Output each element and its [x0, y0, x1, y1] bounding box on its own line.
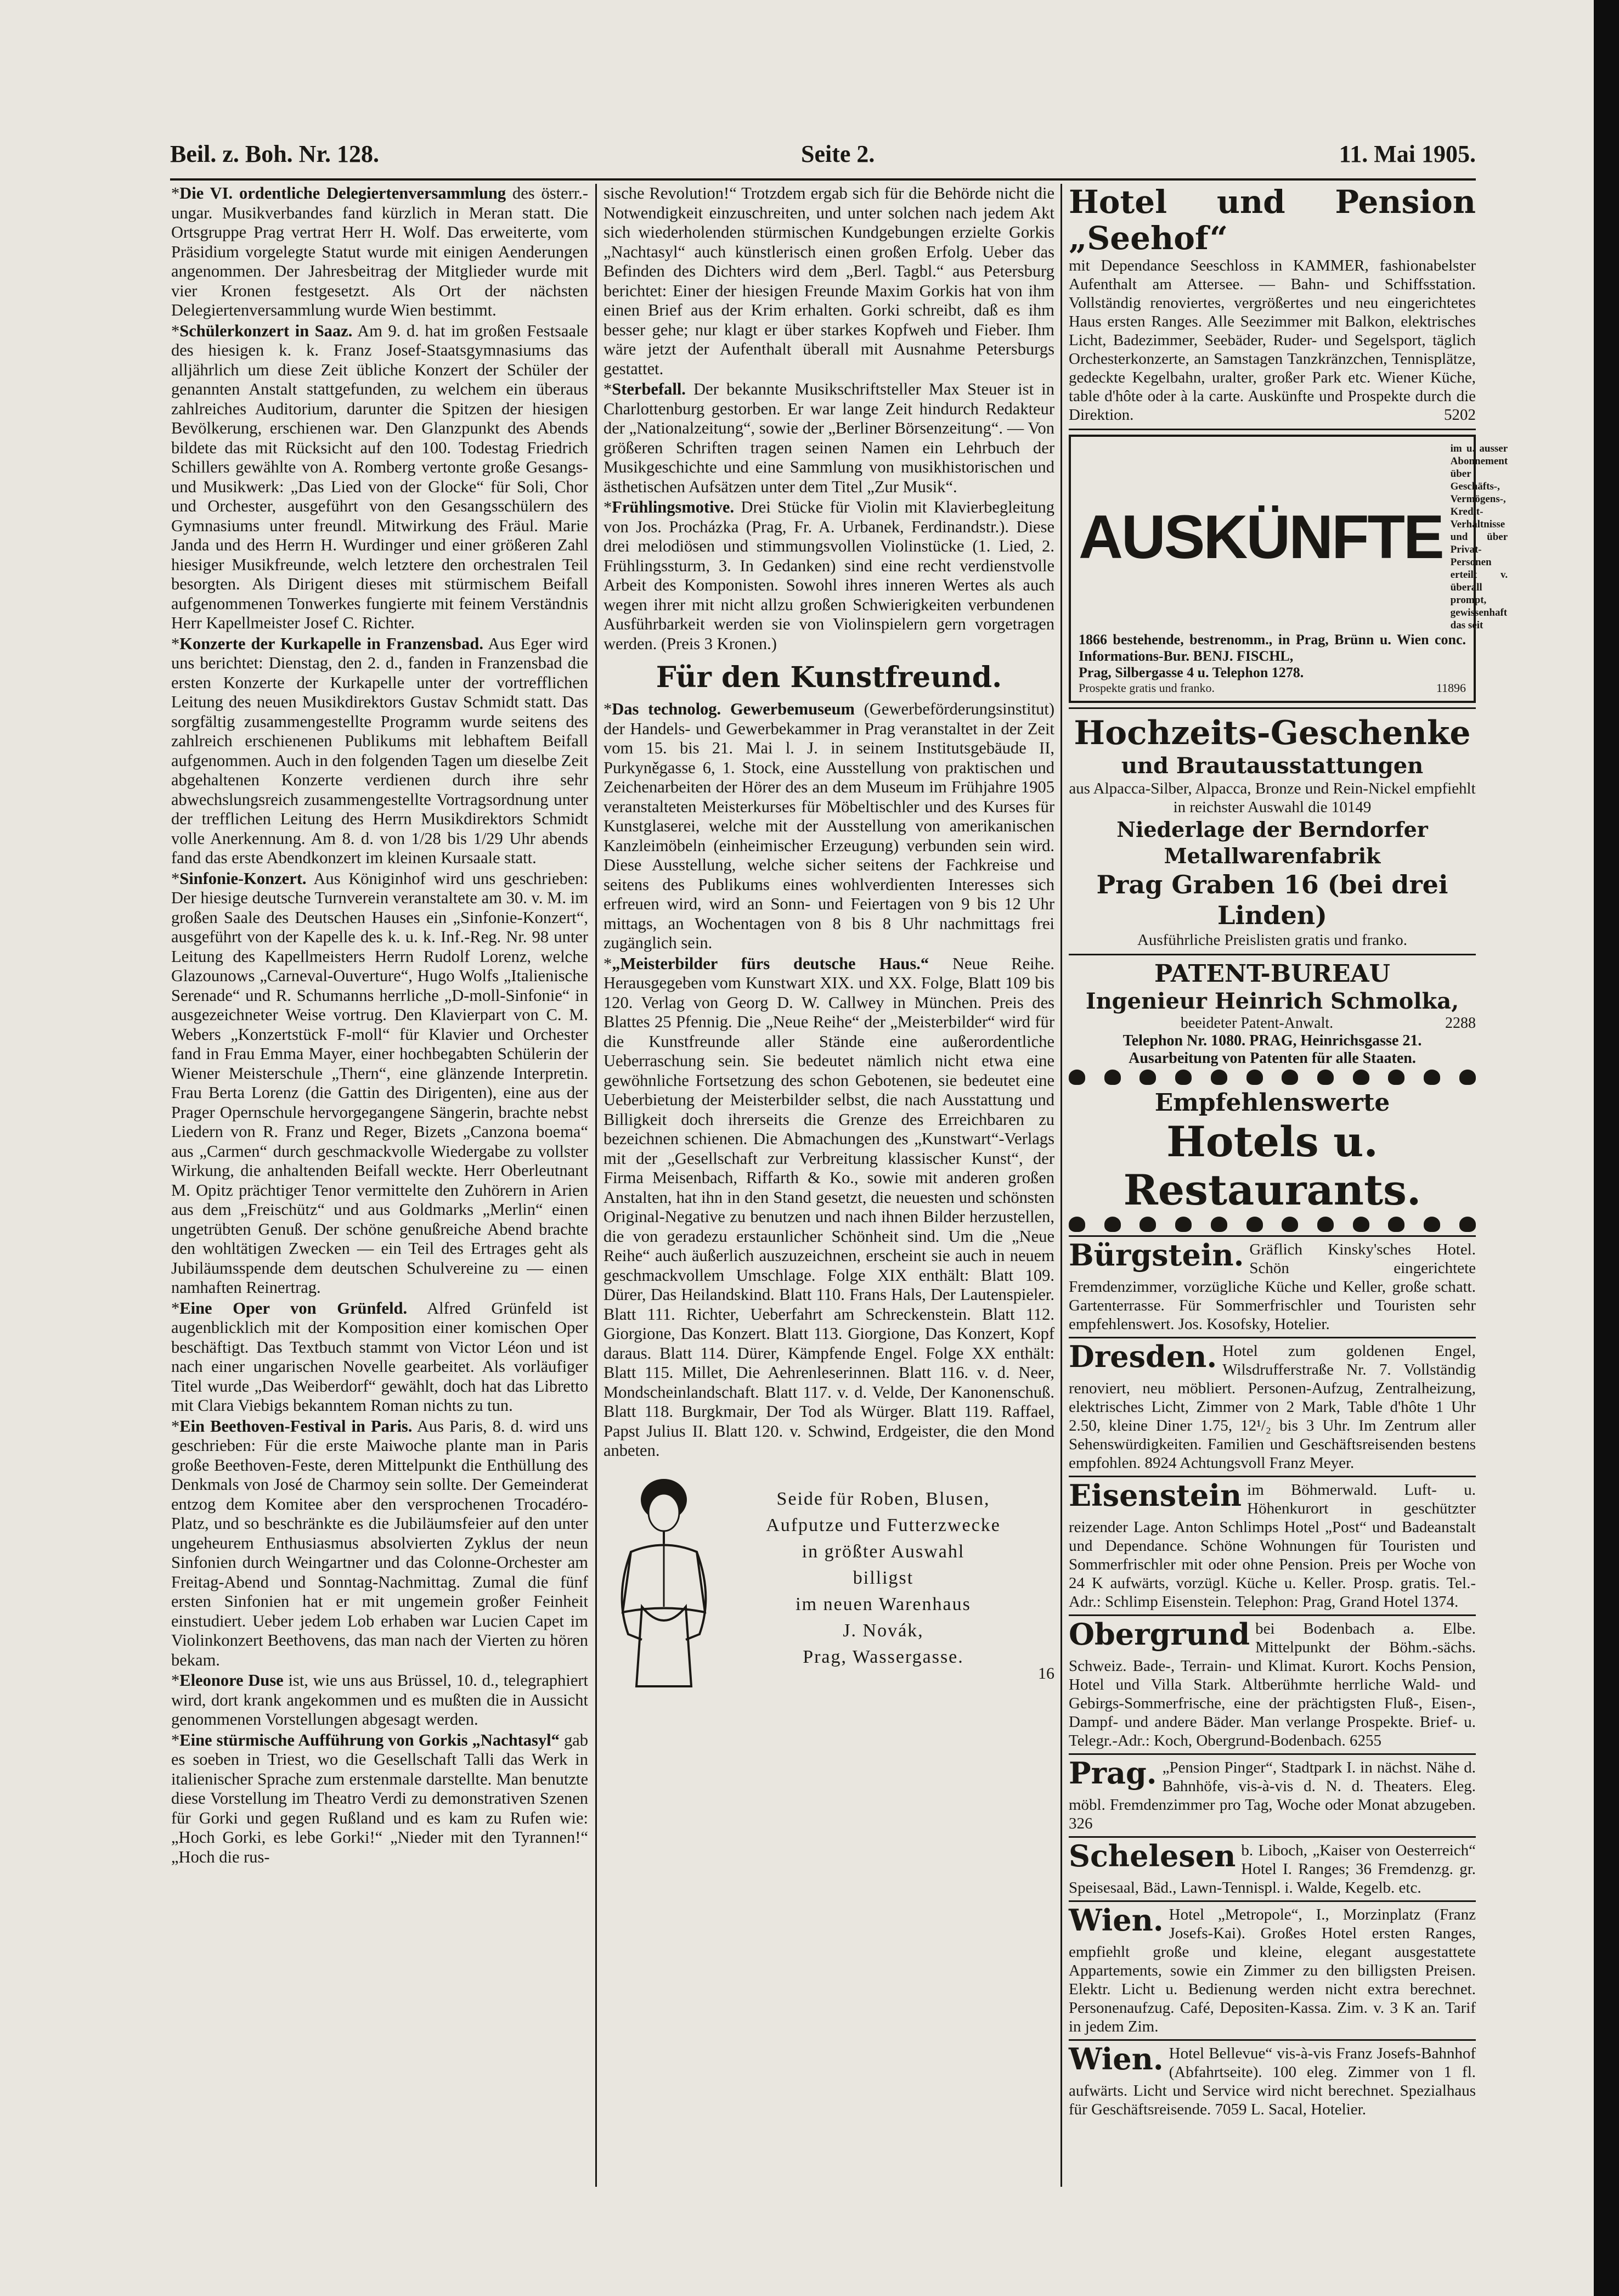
silk-ad-line: in größter Auswahl: [802, 1541, 965, 1562]
divider: [1069, 429, 1476, 430]
silk-ad-line: Aufputze und Futterzwecke: [766, 1515, 1001, 1535]
hotel-city: Dresden.: [1069, 1339, 1217, 1374]
article-title: Die VI. ordentliche Delegiertenversammlung: [179, 184, 506, 202]
hotel-city: Wien.: [1069, 1903, 1164, 1938]
hotel-text: „Pension Pinger“, Stadtpark I. in nächst. Nähe d. Bahnhöfe, vis-à-vis d. N. d. Theaters. Eleg. möbl. Fremdenzimmer pro Tag, Woche oder Monat abzugeben. 326: [1069, 1759, 1476, 1832]
article-body: Alfred Grünfeld ist augenblicklich mit der Komposition einer komischen Oper beschäftigt. Das Textbuch stammt von Victor Léon und ist nach einer ungarischen Novelle gearbeitet. Als vorläufiger Titel wurde „Das Weiberdorf“ gewählt, doch hat das Libretto mit Clara Viebigs bekanntem Roman nichts zu tun.: [171, 1298, 588, 1415]
column-1: [171, 184, 588, 1868]
header-issue: Beil. z. Boh. Nr. 128.: [170, 140, 379, 167]
hotel-city: Prag.: [1069, 1755, 1157, 1791]
tulip-ornament-icon: [1459, 1217, 1476, 1232]
ornament-row: [1069, 1217, 1476, 1233]
tulip-ornament-icon: [1424, 1217, 1440, 1232]
tulip-ornament-icon: [1353, 1217, 1369, 1232]
ad-address: Prag Graben 16 (bei drei Linden): [1096, 870, 1448, 930]
ad-hochzeit: [1069, 713, 1476, 949]
hotel-city: Obergrund: [1069, 1617, 1250, 1652]
hotel-text: im Böhmerwald. Luft- u. Höhenkurort in geschützter reizender Lage. Anton Schlimps Hotel „Post“ und Badeanstalt und Dependance. Schöne Wohnungen für Touristen und Sommerfrischler mit oder ohne Pension. Preis per Woche von 24 K aufwärts, vorzügl. Küche u. Keller. Prosp. gratis. Tel.-Adr.: Schlimp Eisenstein. Telephon: Prag, Grand Hotel 1374.: [1069, 1481, 1476, 1611]
hotel-text: Gräflich Kinsky'sches Hotel. Schön eingerichtete Fremdenzimmer, vorzügliche Küche und Keller, große schatt. Gartenterrasse. Für Sommerfrischler und Touristen sehr empfehlenswert. Jos. Kosofsky, Hotelier.: [1069, 1241, 1476, 1333]
article-delegierten: *Die VI. ordentliche Delegiertenversammlung des österr.-ungar. Musikverbandes fand kürzlich in Meran statt. Die Ortsgruppe Prag vertrat Herr H. Wolf. Das erweiterte, vom Präsidium vorgelegte Statut wurde mit einigen Aenderungen angenommen. Der Jahresbeitrag der Mitglieder wurde mit vier Kronen festgesetzt. Als Ort der nächsten Delegiertenversammlung wurde Wien bestimmt.: [171, 184, 588, 319]
hotel-entry: [1069, 1614, 1476, 1753]
article-body: Neue Reihe. Herausgegeben vom Kunstwart XIX. und XX. Folge, Blatt 109 bis 120. Verlag von Georg D. W. Callwey in München. Preis des Blattes 25 Pfennig. Die „Neue Reihe“ der „Meisterbilder“ wird für die Kunstfreunde aller Stände eine außerordentliche Ueberraschung sein. Sie bedeutet nämlich nicht etwa eine gewöhnliche Fortsetzung des schon Gebotenen, sie bedeutet eine Ueberbietung der Meisterbilder selbst, die nach Ausstattung und Billigkeit doch ihrerseits die Grenze des Erreichbaren zu bezeichnen schienen. Die Abmachungen des „Kunstwart“-Verlags mit der „Gesellschaft zur Verbreitung klassischer Kunst“, der Firma Meisenbach, Riffarth & Ko., sowie mit anderen großen Anstalten, hat ihn in den Stand gesetzt, die neuesten und schönsten Original-Negative zu benutzen und nach ihnen Bilder herzustellen, die von geradezu erstaunlicher Schönheit sind. Um die „Neue Reihe“ auch äußerlich auszuzeichnen, erscheint sie auch in neuem geschmackvollem Umschlage. Folge XIX enthält: Blatt 109. Dürer, Das Heilandskind. Blatt 110. Frans Hals, Der Lautenspieler. Blatt 111. Richter, Ueberfahrt am Schreckenstein. Blatt 112. Giorgione, Das Konzert. Blatt 113. Giorgione, Das Konzert, Kopf daraus. Blatt 114. Dürer, Kämpfende Engel. Folge XX enthält: Blatt 115. Millet, Die Aehrenleserinnen. Blatt 116. v. d. Neer, Mondscheinlandschaft. Blatt 117. v. d. Velde, Der Kanonenschuß. Blatt 118. Burgkmair, Der Tod als Würger. Blatt 119. Raffael, Papst Julius II. Blatt 120. v. Schwind, Erdgeister, die den Mond anbeten.: [603, 954, 1055, 1460]
article-body: Am 9. d. hat im großen Festsaale des hiesigen k. k. Franz Josef-Staatsgymnasiums das alljährlich um diese Zeit übliche Konzert der Schüler der genannten Anstalt stattgefunden, zu welchem ein überaus zahlreiches Auditorium, darunter die Spitzen der hiesigen Bevölkerung, erschienen war. Den Glanzpunkt des Abends bildete das mit Rücksicht auf den 100. Todestag Friedrich Schillers gewählte von A. Romberg vertonte große Gesangs- und Musikwerk: „Das Lied von der Glocke“ für Soli, Chor und Orchester, ausgeführt von den Gesangsschülern des Gymnasiums unter freundl. Mitwirkung des Fräul. Marie Janda und des Herrn H. Wurdinger und einer größeren Zahl hiesiger Musikfreunde, welch letztere den orchestralen Teil besorgten. Als Dirigent dieses mit stürmischem Beifall aufgenommenen Tonwerkes fungierte mit feinem Verständnis Herr Kapellmeister Josef C. Richter.: [171, 321, 588, 632]
ad-address: Prag, Silbergasse 4 u. Telephon 1278.: [1079, 665, 1304, 680]
hotel-entry: [1069, 1753, 1476, 1836]
ad-title: Hochzeits-Geschenke: [1074, 714, 1471, 752]
ad-auskuenfte: [1069, 435, 1508, 703]
tulip-ornament-icon: [1353, 1070, 1369, 1085]
article-body: Drei Stücke für Violin mit Klavierbegleitung von Jos. Procházka (Prag, Fr. A. Urbanek, Ferdinandstr.). Diese drei melodiösen und stimmungsvollen Violinstücke (1. Lied, 2. Frühlingssturm, 3. In Gedanken) sind eine recht verdienstvolle Arbeit des Komponisten. Sowohl ihres inneren Wertes als auch wegen ihrer mit nicht allzu großen Schwierigkeiten verbundenen Ausführbarkeit werden sie von Violinspielern gern vorgetragen werden. (Preis 3 Kronen.): [603, 498, 1054, 653]
column-rule-2: [1060, 184, 1062, 2187]
article-sterbefall: *Sterbefall. Der bekannte Musikschriftsteller Max Steuer ist in Charlottenburg gestorben. Er war lange Zeit hindurch Redakteur der „Nationalzeitung“, sowie der „Berliner Börsenzeitung“. — Von größeren Schriften tragen seinen Namen ein Lehrbuch der Musikgeschichte und eine Sammlung von musikhistorischen und ästhetischen Aufsätzen unter dem Titel „Zur Musik“.: [603, 380, 1055, 496]
ad-company: Niederlage der Berndorfer Metallwarenfabrik: [1116, 817, 1428, 868]
article-title: Sterbefall.: [612, 380, 686, 398]
ad-title: Hotel und Pension „Seehof“: [1069, 183, 1476, 257]
tulip-ornament-icon: [1424, 1070, 1440, 1085]
tulip-ornament-icon: [1317, 1217, 1334, 1232]
ad-patent: [1069, 960, 1476, 1067]
article-title: Frühlingsmotive.: [612, 498, 735, 516]
ad-footer: [1079, 681, 1466, 695]
ad-text: mit Dependance Seeschloss in KAMMER, fashionabelster Aufenthalt am Attersee. — Bahn- und Schiffsstation. Vollständig renoviertes, vergrößertes und neu eingerichtetes Haus ersten Ranges. Alle Seezimmer mit Balkon, elektrisches Licht, Badezimmer, Seebäder, Ruder- und Segelsport, täglich Orchesterkonzerte, an Samstagen Tanzkränzchen, Tennisplätze, gedeckte Kegelbahn, uralter, großer Park etc. Wiener Küche, table d'hôte oder à la carte. Auskünfte und Prospekte durch die Direktion.: [1069, 257, 1476, 424]
ad-text: Ausarbeitung von Patenten für alle Staaten.: [1129, 1050, 1416, 1067]
hotel-text: Hotel Bellevue“ vis-à-vis Franz Josefs-Bahnhof (Abfahrtseite). 100 eleg. Zimmer von 1 fl. aufwärts. Licht und Service wird nicht berechnet. Spezialhaus für Geschäftsreisende. 7059 L. Sacal, Hotelier.: [1069, 2045, 1476, 2118]
section-heading: Empfehlenswerte: [1154, 1089, 1390, 1117]
hotel-text: Hotel zum goldenen Engel, Wilsdrufferstraße Nr. 7. Vollständig renoviert, neu möbliert. Personen-Aufzug, Zentralheizung, elektrisches Licht, Zimmer von 2 Mark, Table d'hôte 1 Uhr 2.50, kleine Diner 1.75, 12¹/₂ bis 3 Uhr. Im Zentrum aller Sehenswürdigkeiten. Familien und Geschäftsreisenden bestens empfohlen. 8924 Achtungsvoll Franz Meyer.: [1069, 1342, 1476, 1472]
page-edge-shadow: [1594, 0, 1619, 2296]
column-3: [1069, 183, 1508, 2122]
article-duse: *Eleonore Duse ist, wie uns aus Brüssel, 10. d., telegraphiert wird, dort krank angekommen und es mußten die in Aussicht genommenen Vorstellungen abgesagt werden.: [171, 1671, 589, 1729]
ad-number: 11896: [1436, 681, 1466, 695]
article-title: Das technolog. Gewerbemuseum: [612, 700, 855, 718]
tulip-ornament-icon: [1104, 1070, 1121, 1085]
tulip-ornament-icon: [1104, 1217, 1121, 1232]
article-body: Aus Königinhof wird uns geschrieben: Der hiesige deutsche Turnverein veranstaltete am 30. v. M. im großen Saale des Deutschen Hauses ein „Sinfonie-Konzert“, ausgeführt von der Kapelle des k. u. k. Inf.-Reg. Nr. 98 unter Leitung des Kapellmeisters Herrn Rudolf Lorenz, welche Glazounows „Carneval-Ouverture“, Hugo Wolfs „Italienische Serenade“ und R. Schumanns herrliche „D-moll-Sinfonie“ in ausgezeichneter Weise vortrug. Den Klavierpart von C. M. Webers „Konzertstück F-moll“ für Klavier und Orchester fand in Frau Emma Mayer, einer hochbegabten Schülerin der Wiener Meisterschule „Thern“, eine glänzende Interpretin. Frau Berta Lorenz (die Gattin des Dirigenten), eine aus der Prager Opernschule hervorgegangene Sängerin, brachte nebst Liedern von R. Franz und Reger, Bizets „Canzona boema“ aus „Carmen“ durch geschmackvolle Wiedergabe zu vollster Wirkung, die anhaltenden Beifall weckte. Herr Oberleutnant M. Opitz prächtiger Tenor vermittelte den Zuhörern in Arien aus dem „Freischütz“ und aus Goldmarks „Merlin“ einen ungetrübten Genuß. Der schöne genußreiche Abend brachte den wohltätigen Zwecken — ein Teil des Ertrages geht als Jubiläumsspende dem deutschen Schulvereine zu — einen namhaften Reinertrag.: [171, 869, 588, 1297]
article-meisterbilder: *„Meisterbilder fürs deutsche Haus.“ Neue Reihe. Herausgegeben vom Kunstwart XIX. und XX. Folge, Blatt 109 bis 120. Verlag von Georg D. W. Callwey in München. Preis des Blattes 25 Pfennig. Die „Neue Reihe“ der „Meisterbilder“ wird für die Kunstfreunde aller Stände eine außerordentliche Ueberraschung sein. Sie bedeutet nämlich nicht etwa eine gewöhnliche Fortsetzung des schon Gebotenen, sie bedeutet eine Ueberbietung der Meisterbilder selbst, die nach Ausstattung und Billigkeit doch ihrerseits die Grenze des Erreichbaren zu bezeichnen schienen. Die Abmachungen des „Kunstwart“-Verlags mit der „Gesellschaft zur Verbreitung klassischer Kunst“, der Firma Meisenbach, Riffarth & Ko., sowie mit anderen großen Anstalten, hat ihn in den Stand gesetzt, die neuesten und schönsten Original-Negative zu benutzen und nach ihnen Bilder herzustellen, die von geradezu erstaunlicher Schönheit sind. Um die „Neue Reihe“ auch äußerlich auszuzeichnen, erscheint sie auch in neuem geschmackvollem Umschlage. Folge XIX enthält: Blatt 109. Dürer, Das Heilandskind. Blatt 110. Frans Hals, Der Lautenspieler. Blatt 111. Richter, Ueberfahrt am Schreckenstein. Blatt 112. Giorgione, Das Konzert. Blatt 113. Giorgione, Das Konzert, Kopf daraus. Blatt 114. Dürer, Kämpfende Engel. Folge XX enthält: Blatt 115. Millet, Die Aehrenleserinnen. Blatt 116. v. d. Neer, Mondscheinlandschaft. Blatt 117. v. d. Velde, Der Kanonenschuß. Blatt 118. Burgkmair, Der Tod als Würger. Blatt 119. Raffael, Papst Julius II. Blatt 120. v. Schwind, Erdgeister, die den Mond anbeten.: [603, 954, 1055, 1460]
ornament-row: [1069, 1070, 1476, 1086]
ad-number: 5202: [1444, 406, 1476, 424]
ad-text: Prospekte gratis und franko.: [1079, 681, 1215, 695]
section-heading-large: Hotels u. Restaurants.: [1123, 1117, 1421, 1214]
column-rule-1: [595, 184, 597, 2187]
section-heading: Für den Kunstfreund.: [656, 661, 1002, 694]
tulip-ornament-icon: [1246, 1217, 1263, 1232]
article-kurkapelle: *Konzerte der Kurkapelle in Franzensbad. Aus Eger wird uns berichtet: Dienstag, den 2. d., fanden in Franzensbad die ersten Konzerte der Kurkapelle unter der vortrefflichen Leitung des neuen Musikdirektors Gustav Schmidt statt. Das sorgfältig zusammengestellte Programm wurde seitens des zahlreich erschienenen Publikums mit lebhaftem Beifall aufgenommen. Auch in den folgenden Tagen um dieselbe Zeit abgehaltenen Konzerte verdienen durch ihre sehr abwechslungsreich zusammengestellte Vortragsordnung unter der trefflichen Leitung des Herrn Musikdirektors Schmidt volle Anerkennung. Am 8. d. von 1/28 bis 1/29 Uhr abends fand das erste Abendkonzert im kleinen Kursaale statt.: [171, 634, 588, 867]
header-date: 11. Mai 1905.: [1339, 140, 1476, 167]
hotel-entry: [1069, 1337, 1476, 1476]
article-body: (Gewerbeförderungsinstitut) der Handels- und Gewerbekammer in Prag veranstaltet in der Zeit vom 15. bis 21. Mai l. J. in seinem Institutsgebäude II, Purkyněgasse 6, 1. Stock, eine Ausstellung von praktischen und Zeichenarbeiten der Hörer des an dem Museum im Frühjahre 1905 veranstalteten Meisterkurses für Möbeltischler und des Kurses für Kunstglaserei, welche mit der Ausstellung von amerikanischen Kanzleimöbeln (einheimischer Erzeugung) verbunden sein wird. Diese Ausstellung, welche sicher seitens der Fachkreise und seitens des Publikums eines wohlverdienten Interesses sich erfreuen wird, wird an Sonn- und Feiertagen von 9 bis 12 Uhr mittags, an Wochentagen von 8 bis 8 Uhr nachmittags frei zugänglich sein.: [603, 700, 1054, 952]
hotel-text: b. Liboch, „Kaiser von Oesterreich“ Hotel I. Ranges; 36 Fremdenzg. gr. Speisesaal, Bäd., Lawn-Tennispl. i. Walde, Kegelb. etc.: [1069, 1842, 1476, 1897]
article-body: sische Revolution!“ Trotzdem ergab sich für die Behörde nicht die Notwendigkeit einzuschreiten, und unter solchen nach jedem Akt sich wiederholenden stürmischen Kundgebungen erzielte Gorkis „Nachtasyl“ auch künstlerisch einen großen Erfolg. Ueber das Befinden des Dichters wird dem „Berl. Tagbl.“ aus Petersburg berichtet: Einer der hiesigen Freunde Maxim Gorkis hat von ihm einen Brief aus der Krim erhalten. Gorki schreibt, daß es ihm besser gehe; nur klagt er über starkes Kopfweh und Fieber. Ihm wäre jetzt der Aufenthalt überall mit Ausnahme Petersburgs gestattet.: [603, 184, 1054, 378]
tulip-ornament-icon: [1388, 1070, 1404, 1085]
article-title: „Meisterbilder fürs deutsche Haus.“: [612, 954, 929, 973]
header-rule: [170, 178, 1476, 181]
tulip-ornament-icon: [1139, 1217, 1156, 1232]
silk-advertisement: [603, 1470, 1054, 1700]
ad-title: PATENT-BUREAU: [1154, 960, 1390, 988]
ad-header-row: [1079, 442, 1508, 632]
ad-phone: Telephon Nr. 1080. PRAG, Heinrichsgasse 21.: [1122, 1032, 1422, 1049]
article-title: Schülerkonzert in Saaz.: [179, 321, 353, 340]
ad-number: 2288: [1445, 1015, 1476, 1032]
article-title: Eine stürmische Aufführung von Gorkis „Nachtasyl“: [179, 1730, 560, 1749]
hotel-entry: [1069, 1476, 1476, 1614]
silk-ad-text: [730, 1486, 1037, 1670]
hotel-text: bei Bodenbach a. Elbe. Mittelpunkt der Böhm.-sächs. Schweiz. Bade-, Terrain- und Klimat. Kurort. Kochs Pension, Hotel und Villa Stark. Altberühmte herrliche Wald- und Gebirgs-Sommerfrische, eine der prächtigsten Fluß-, Eisen-, Dampf- und andere Bäder. Man verlange Prospekte. Brief- u. Telegr.-Adr.: Koch, Obergrund-Bodenbach. 6255: [1069, 1620, 1476, 1749]
article-gorki: *Eine stürmische Aufführung von Gorkis „Nachtasyl“ gab es soeben in Triest, wo die Gesellschaft Talli das Werk in italienischer Sprache zum erstenmale darstellte. Man benutzte diese Vorstellung im Theatro Verdi zu demonstrativen Szenen für Gorki und gegen Rußland und es kam zu Rufen wie: „Hoch Gorki, es lebe Gorki!“ „Nieder mit den Tyrannen!“ „Hoch die rus-: [171, 1730, 588, 1866]
article-oper: *Eine Oper von Grünfeld. Alfred Grünfeld ist augenblicklich mit der Komposition einer komischen Oper beschäftigt. Das Textbuch stammt von Victor Léon und ist nach einer ungarischen Novelle gearbeitet. Als vorläufiger Titel wurde „Das Weiberdorf“ gewählt, doch hat das Libretto mit Clara Viebigs bekanntem Roman nichts zu tun.: [171, 1298, 588, 1415]
article-body: Der bekannte Musikschriftsteller Max Steuer ist in Charlottenburg gestorben. Er war lange Zeit hindurch Redakteur der „Nationalzeitung“, sowie der „Berliner Börsenzeitung“. — Von größeren Schriften tragen seinen Namen ein Lehrbuch der Musikgeschichte und eine Sammlung von musikhistorischen und ästhetischen Aufsätzen unter dem Titel „Zur Musik“.: [603, 380, 1055, 496]
divider: [1069, 707, 1476, 709]
hotel-city: Bürgstein.: [1069, 1237, 1244, 1273]
page-header: [170, 140, 1476, 178]
silk-ad-line: J. Novák,: [843, 1620, 924, 1641]
article-title: Eleonore Duse: [179, 1671, 284, 1690]
tulip-ornament-icon: [1069, 1070, 1085, 1085]
silk-ad-line: Seide für Roben, Blusen,: [776, 1488, 990, 1509]
ad-text: 1866 bestehende, bestrenomm., in Prag, Brünn u. Wien conc. Informations-Bur. BENJ. FISCHL,: [1079, 632, 1466, 664]
hotel-city: Eisenstein: [1069, 1478, 1242, 1513]
tulip-ornament-icon: [1211, 1070, 1227, 1085]
ad-text: beeideter Patent-Anwalt.: [1180, 1015, 1334, 1032]
hotel-entry: [1069, 1900, 1476, 2039]
hotel-list: [1069, 1235, 1476, 2122]
hotel-text: Hotel „Metropole“, I., Morzinplatz (Franz Josefs-Kai). Großes Hotel ersten Ranges, empfiehlt große und kleine, elegant ausgestattete Appartements, sowie ein Zimmer zu den billigsten Preisen. Elektr. Licht u. Bedienung werden nicht extra berechnet. Personenaufzug. Café, Depositen-Kassa. Zim. v. 3 K an. Tarif in jedem Zim.: [1069, 1906, 1476, 2035]
article-body: Aus Eger wird uns berichtet: Dienstag, den 2. d., fanden in Franzensbad die ersten Konzerte der Kurkapelle unter der vortrefflichen Leitung des neuen Musikdirektors Gustav Schmidt statt. Das sorgfältig zusammengestellte Programm wurde seitens des zahlreich erschienenen Publikums mit lebhaftem Beifall aufgenommen. Auch in den folgenden Tagen um dieselbe Zeit abgehaltenen Konzerte verdienen durch ihre sehr abwechslungsreich zusammengestellte Vortragsordnung unter der trefflichen Leitung des Herrn Musikdirektors Schmidt volle Anerkennung. Am 8. d. von 1/28 bis 1/29 Uhr abends fand das erste Abendkonzert im kleinen Kursaale statt.: [171, 634, 588, 867]
ad-seehof: [1069, 184, 1476, 424]
article-title: Eine Oper von Grünfeld.: [179, 1298, 408, 1318]
article-title: Ein Beethoven-Festival in Paris.: [179, 1416, 413, 1436]
hotel-city: Schelesen: [1069, 1838, 1236, 1873]
tulip-ornament-icon: [1317, 1070, 1334, 1085]
hotel-entry: [1069, 1836, 1476, 1900]
silk-ad-line: billigst: [853, 1567, 914, 1588]
article-beethoven: *Ein Beethoven-Festival in Paris. Aus Paris, 8. d. wird uns geschrieben: Für die erste Maiwoche plante man in Paris große Beethoven-Feste, deren Mittelpunkt die Enthüllung des Denkmals von José de Charmoy sein sollte. Der Gemeinderat entzog dem Komitee aber den versprochenen Trocadéro-Platz, und so beschränkte es die Jubiläumsfeier auf den unter ungeheurem Enthusiasmus absolvierten Zyklus der neun Sinfonien durch Weingartner und das Colonne-Orchester am Freitag-Abend und Sonntag-Nachmittag. Zumal die fünf ersten Sinfonien hat er mit ungemein großer Feinheit einstudiert. Ueber jedem Lob erhaben war Lucien Capet im Violinkonzert Beethovens, das man nach der Vierten zu hören bekam.: [171, 1416, 588, 1669]
ad-title: AUSKÜNFTE: [1079, 502, 1443, 571]
article-sinfonie: *Sinfonie-Konzert. Aus Königinhof wird uns geschrieben: Der hiesige deutsche Turnverein veranstaltete am 30. v. M. im großen Saale des Deutschen Hauses ein „Sinfonie-Konzert“, ausgeführt von der Kapelle des k. u. k. Inf.-Reg. Nr. 98 unter Leitung des Kapellmeisters Herrn Rudolf Lorenz, welche Glazounows „Carneval-Ouverture“, Hugo Wolfs „Italienische Serenade“ und R. Schumanns herrliche „D-moll-Sinfonie“ in ausgezeichneter Weise vortrug. Den Klavierpart von C. M. Webers „Konzertstück F-moll“ für Klavier und Orchester fand in Frau Emma Mayer, einer hochbegabten Schülerin der Wiener Meisterschule „Thern“, eine glänzende Interpretin. Frau Berta Lorenz (die Gattin des Dirigenten), eine aus der Prager Opernschule hervorgegangene Sängerin, brachte nebst Liedern von R. Franz und Reger, Bizets „Canzona boema“ aus „Carmen“ durch geschmackvolle Wiedergabe zu vollster Wirkung, die anhaltenden Beifall weckte. Herr Oberleutnant M. Opitz prächtiger Tenor vermittelte den Zuhörern in Arien aus dem „Freischütz“ und aus Goldmarks „Merlin“ einen ungetrübten Genuß. Der schöne genußreiche Abend brachte den wohltätigen Zwecken — ein Teil des Ertrages geht als Jubiläumsspende dem deutschen Schulvereine zu — einen namhaften Reinertrag.: [171, 869, 588, 1297]
tulip-ornament-icon: [1459, 1070, 1476, 1085]
header-page-number: Seite 2.: [801, 140, 875, 167]
article-body: Aus Paris, 8. d. wird uns geschrieben: Für die erste Maiwoche plante man in Paris große Beethoven-Feste, deren Mittelpunkt die Enthüllung des Denkmals von José de Charmoy sein sollte. Der Gemeinderat entzog dem Komitee aber den versprochenen Trocadéro-Platz, und so beschränkte es die Jubiläumsfeier auf den unter ungeheurem Enthusiasmus absolvierten Zyklus der neun Sinfonien durch Weingartner und das Colonne-Orchester am Freitag-Abend und Sonntag-Nachmittag. Zumal die fünf ersten Sinfonien hat er mit ungemein großer Feinheit einstudiert. Ueber jedem Lob erhaben war Lucien Capet im Violinkonzert Beethovens, das man nach der Vierten zu hören bekam.: [171, 1416, 588, 1669]
ad-side-text: im u. ausser Abonnement über Geschäfts-, Vermögens-, Kredit-Verhältnisse und über Privat-Personen erteilt v. überall prompt, gewissenhaft das seit: [1450, 443, 1508, 631]
tulip-ornament-icon: [1211, 1217, 1227, 1232]
ad-text: Ausführliche Preislisten gratis und franko.: [1137, 931, 1408, 949]
tulip-ornament-icon: [1175, 1217, 1192, 1232]
divider: [1069, 954, 1476, 955]
tulip-ornament-icon: [1069, 1217, 1085, 1232]
tulip-ornament-icon: [1282, 1070, 1298, 1085]
silk-ad-line: Prag, Wassergasse.: [803, 1646, 964, 1667]
article-title: Konzerte der Kurkapelle in Franzensbad.: [179, 634, 483, 653]
ad-body: [1069, 256, 1476, 424]
article-fruehling: *Frühlingsmotive. Drei Stücke für Violin mit Klavierbegleitung von Jos. Procházka (Prag, Fr. A. Urbanek, Ferdinandstr.). Diese drei melodiösen und stimmungsvollen Violinstücke (1. Lied, 2. Frühlingssturm, 3. In Gedanken) sind eine recht verdienstvolle Arbeit des Komponisten. Sowohl ihres inneren Wertes als auch wegen ihrer mit nicht allzu großen Schwierigkeiten verbundenen Ausführbarkeit werden sie von Violinspielern gern vorgetragen werden. (Preis 3 Kronen.): [603, 498, 1054, 653]
tulip-ornament-icon: [1139, 1070, 1156, 1085]
ad-number: 16: [1038, 1664, 1054, 1682]
silk-ad-line: im neuen Warenhaus: [796, 1594, 971, 1614]
ad-body: [1069, 1015, 1476, 1032]
tulip-ornament-icon: [1175, 1070, 1192, 1085]
ad-text: aus Alpacca-Silber, Alpacca, Bronze und Rein-Nickel empfiehlt in reichster Auswahl die: [1069, 780, 1476, 816]
ad-subtitle: und Brautausstattungen: [1121, 753, 1424, 779]
article-body: des österr.-ungar. Musikverbandes fand kürzlich in Meran statt. Die Ortsgruppe Prag vertrat Herr H. Wolf. Das erweiterte, vom Präsidium vorgelegte Statut wurde mit einigen Aenderungen angenommen. Der Jahresbeitrag der Mitglieder wurde mit vier Kronen festgesetzt. Als Ort der nächsten Delegiertenversammlung wurde Wien bestimmt.: [171, 184, 588, 319]
tulip-ornament-icon: [1388, 1217, 1404, 1232]
article-gorki-continued: [603, 184, 1054, 379]
hotel-entry: [1069, 1235, 1476, 1337]
article-title: Sinfonie-Konzert.: [179, 869, 307, 888]
hotel-entry: [1069, 2039, 1476, 2122]
tulip-ornament-icon: [1282, 1217, 1298, 1232]
woman-illustration-icon: [609, 1470, 719, 1689]
tulip-ornament-icon: [1246, 1070, 1263, 1085]
hotel-city: Wien.: [1069, 2041, 1164, 2076]
ad-body: [1069, 779, 1476, 817]
article-gewerbe: *Das technolog. Gewerbemuseum (Gewerbeförderungsinstitut) der Handels- und Gewerbekammer in Prag veranstaltet in der Zeit vom 15. bis 21. Mai l. J. in seinem Institutsgebäude II, Purkyněgasse 6, 1. Stock, eine Ausstellung von praktischen und Zeichenarbeiten der Hörer des an dem Museum im Frühjahre 1905 veranstalteten Meisterkurses für Möbeltischler und des Kurses für Kunstglaserei, welche mit der Ausstellung von amerikanischen Kanzleimöbeln (einheimischer Erzeugung) verbunden sein wird. Diese Ausstellung, welche sicher seitens der Fachkreise und seitens des Publikums eines wohlverdienten Interesses sich erfreuen wird, wird an Sonn- und Feiertagen von 9 bis 12 Uhr mittags, an Wochentagen von 8 bis 8 Uhr nachmittags frei zugänglich sein.: [603, 700, 1054, 952]
ad-number: 10149: [1331, 798, 1372, 816]
ad-name: Ingenieur Heinrich Schmolka,: [1085, 988, 1459, 1014]
article-body: gab es soeben in Triest, wo die Gesellschaft Talli das Werk in italienischer Sprache zum erstenmale darstellte. Man benutzte diese Vorstellung im Theatro Verdi zu demonstrativen Szenen für Gorki und gegen Rußland und es kam zu Rufen wie: „Hoch Gorki, es lebe Gorki!“ „Nieder mit den Tyrannen!“ „Hoch die rus-: [171, 1730, 588, 1866]
article-schuelerkonzert: *Schülerkonzert in Saaz. Am 9. d. hat im großen Festsaale des hiesigen k. k. Franz Josef-Staatsgymnasiums das alljährlich um diese Zeit übliche Konzert der Schüler der genannten Anstalt stattgefunden, zu welchem ein überaus zahlreiches Auditorium, darunter die Spitzen der hiesigen Bevölkerung, erschienen war. Den Glanzpunkt des Abends bildete das mit Rücksicht auf den 100. Todestag Friedrich Schillers gewählte von A. Romberg vertonte große Gesangs- und Musikwerk: „Das Lied von der Glocke“ für Soli, Chor und Orchester, ausgeführt von den Gesangsschülern des Gymnasiums unter freundl. Mitwirkung des Fräul. Marie Janda und des Herrn H. Wurdinger und einer größeren Zahl hiesiger Musikfreunde, welch letztere den orchestralen Teil besorgten. Als Dirigent dieses mit stürmischem Beifall aufgenommenen Tonwerkes fungierte mit feinem Verständnis Herr Kapellmeister Josef C. Richter.: [171, 321, 588, 632]
article-body: ist, wie uns aus Brüssel, 10. d., telegraphiert wird, dort krank angekommen und es mußten die in Aussicht genommenen Vorstellungen abgesagt werden.: [171, 1671, 589, 1729]
column-2: [603, 184, 1054, 1700]
